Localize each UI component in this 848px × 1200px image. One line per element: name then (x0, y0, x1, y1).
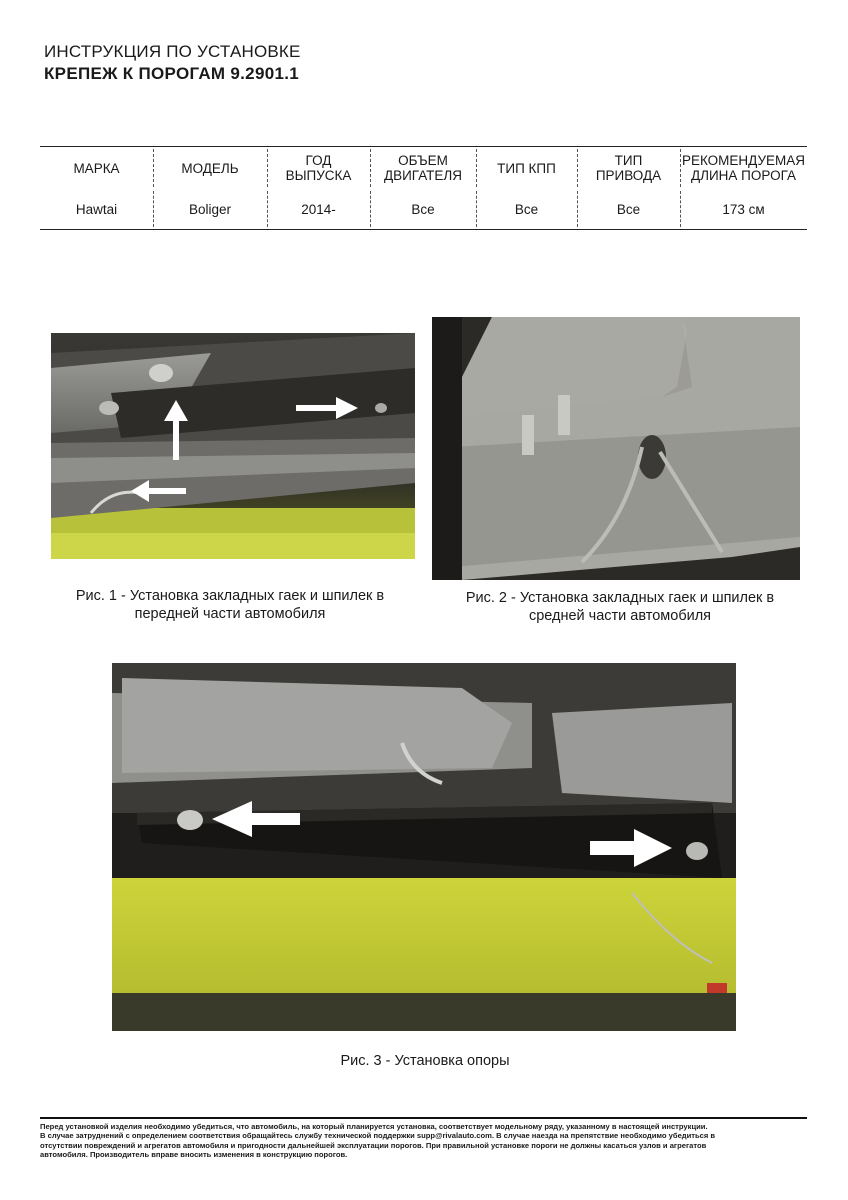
value-brand: Hawtai (75, 201, 118, 217)
figure-1-caption-line2: передней части автомобиля (134, 606, 326, 622)
figure-3-caption-line1: Рис. 3 - Установка опоры (340, 1053, 510, 1069)
header-brand: МАРКА (73, 160, 120, 176)
header-drive: ТИП ПРИВОДА (577, 147, 680, 189)
header-model: МОДЕЛЬ (153, 147, 267, 189)
table-header-row (40, 147, 807, 189)
footer-disclaimer (40, 1122, 810, 1159)
value-transmission: Все (476, 189, 577, 229)
value-sill-length: 173 см (680, 189, 807, 229)
figure-3-caption (230, 1052, 620, 1070)
header-transmission: ТИП КПП (476, 147, 577, 189)
value-year: 2014- (267, 189, 370, 229)
footer-line: отсутствии повреждений и агрегатов автомобиля и пригодности дальнейшей эксплуатации порогов. При правильной установке пороги не должны касаться узлов и агрегатов (40, 1140, 707, 1150)
figure-1-caption-line1: Рис. 1 - Установка закладных гаек и шпилек в (75, 588, 385, 604)
header-year: ГОД ВЫПУСКА (267, 147, 370, 189)
figure-2-caption (430, 589, 810, 625)
header-engine: ОБЪЕМ ДВИГАТЕЛЯ (370, 147, 476, 189)
footer-divider (40, 1117, 807, 1119)
footer-line: автомобиля. Производитель вправе вносить изменения в конструкцию порогов. (40, 1149, 348, 1159)
figure-2-photo (432, 317, 800, 580)
value-engine: Все (370, 189, 476, 229)
footer-line: В случае затруднений с определением соответствия обращайтесь службу технической поддержки supp@rivalauto.com. В случае наезда на препятствие необходимо убедиться в (40, 1131, 716, 1141)
figure-1-caption (40, 587, 420, 623)
value-drive: Все (577, 189, 680, 229)
figure-1-photo (51, 333, 415, 559)
figure-3-photo (112, 663, 736, 1031)
product-title: КРЕПЕЖ К ПОРОГАМ 9.2901.1 (44, 64, 299, 83)
value-model: Boliger (153, 189, 267, 229)
footer-line: Перед установкой изделия необходимо убедиться, что автомобиль, на который планируется установка, соответствует модельному ряду, указанному в настоящей инструкции. (40, 1122, 708, 1131)
header-sill-length: РЕКОМЕНДУЕМАЯ ДЛИНА ПОРОГА (680, 147, 807, 189)
figure-2-caption-line1: Рис. 2 - Установка закладных гаек и шпилек в (465, 590, 775, 606)
table-bottom-rule (40, 229, 807, 230)
table-row (40, 189, 807, 229)
figure-2-caption-line2: средней части автомобиля (528, 608, 712, 624)
vehicle-spec-table (40, 146, 807, 230)
document-title: ИНСТРУКЦИЯ ПО УСТАНОВКЕ (44, 42, 301, 61)
